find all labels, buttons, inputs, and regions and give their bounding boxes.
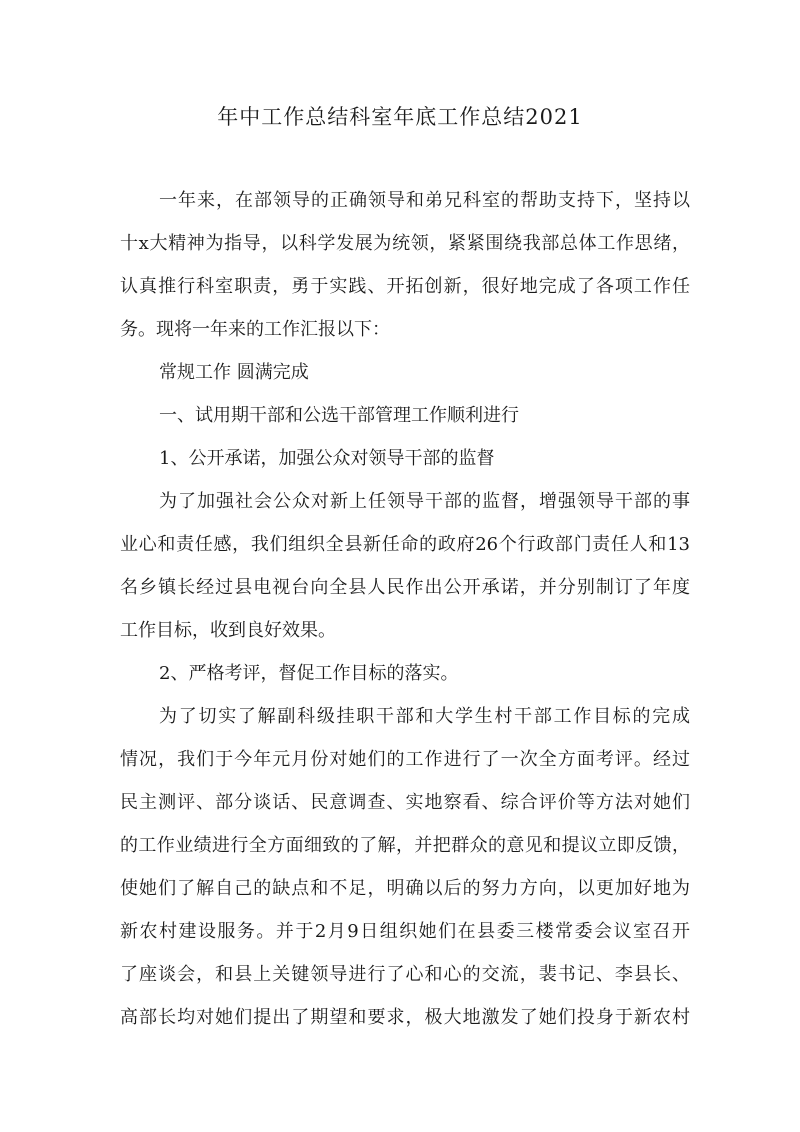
paragraph-line: 认真推行科室职责，勇于实践、开拓创新，很好地完成了各项工作任 [120,276,690,297]
paragraph-line: 工作目标，收到良好效果。 [120,620,336,641]
paragraph-line: 的工作业绩进行全方面细致的了解，并把群众的意见和提议立即反馈， [120,835,690,856]
paragraph-line: 情况，我们于今年元月份对她们的工作进行了一次全方面考评。经过 [120,749,690,770]
subsection-heading: 2、严格考评，督促工作目标的落实。 [159,663,459,684]
paragraph-line: 名乡镇长经过县电视台向全县人民作出公开承诺，并分别制订了年度 [120,577,690,598]
paragraph-line: 十x大精神为指导，以科学发展为统领，紧紧围绕我部总体工作思绪， [120,233,690,254]
document-title: 年中工作总结科室年底工作总结2021 [217,105,583,129]
paragraph-line: 为了加强社会公众对新上任领导干部的监督，增强领导干部的事 [159,491,690,512]
section-heading: 一、试用期干部和公选干部管理工作顺利进行 [159,405,519,426]
section-heading: 常规工作 圆满完成 [159,362,309,383]
paragraph-line: 使她们了解自己的缺点和不足，明确以后的努力方向，以更加好地为 [120,878,690,899]
paragraph-line: 新农村建设服务。并于2月9日组织她们在县委三楼常委会议室召开 [120,921,690,942]
paragraph-line: 高部长均对她们提出了期望和要求，极大地激发了她们投身于新农村 [120,1007,690,1028]
paragraph-line: 为了切实了解副科级挂职干部和大学生村干部工作目标的完成 [159,706,690,727]
paragraph-line: 务。现将一年来的工作汇报以下： [120,319,390,340]
paragraph-line: 业心和责任感，我们组织全县新任命的政府26个行政部门责任人和13 [120,534,690,555]
subsection-heading: 1、公开承诺，加强公众对领导干部的监督 [159,448,495,469]
paragraph-line: 一年来，在部领导的正确领导和弟兄科室的帮助支持下，坚持以 [159,190,690,211]
paragraph-line: 民主测评、部分谈话、民意调查、实地察看、综合评价等方法对她们 [120,792,690,813]
paragraph-line: 了座谈会，和县上关键领导进行了心和心的交流，裴书记、李县长、 [120,964,690,985]
